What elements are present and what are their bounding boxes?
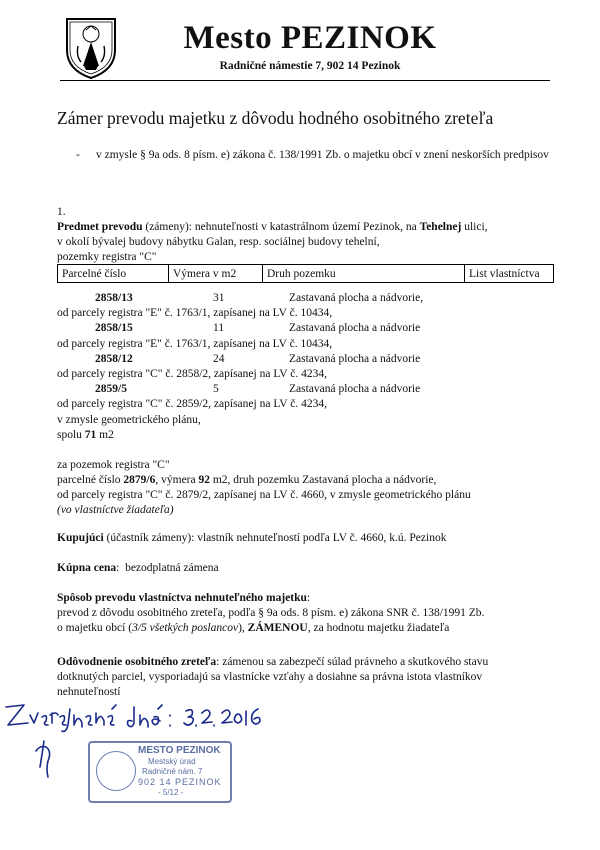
parcel-table-header <box>57 264 554 283</box>
exchange-line-1: za pozemok registra "C" <box>57 459 170 471</box>
page-title: Mesto PEZINOK <box>183 20 437 56</box>
legal-basis-text: v zmysle § 9a ods. 8 písm. e) zákona č. 138/1991 Zb. o majetku obcí v znení neskorších predpisov <box>96 149 549 161</box>
exchange-line-3: od parcely registra "C" č. 2879/2, zapísanej na LV č. 4660, v zmysle geometrického plánu <box>57 489 471 501</box>
stamp-line-1: MESTO PEZINOK <box>138 745 221 756</box>
parcel-origin: od parcely registra "E" č. 1763/1, zapísanej na LV č. 10434, <box>57 337 333 350</box>
stamp-line-3: Radničné nám. 7 <box>142 767 203 776</box>
bullet-dash: - <box>76 149 80 161</box>
street-name: Tehelnej <box>419 221 462 233</box>
parcel-type: Zastavaná plocha a nádvorie <box>289 352 421 365</box>
parcel-origin: od parcely registra "E" č. 1763/1, zapísanej na LV č. 10434, <box>57 307 333 320</box>
justification-line-3: nehnuteľností <box>57 686 121 698</box>
exchange-owner-note: (vo vlastníctve žiadateľa) <box>57 504 174 516</box>
header-divider <box>60 80 550 81</box>
vote-requirement: 3/5 všetkých poslancov <box>132 622 239 634</box>
parcel-area: 31 <box>213 292 225 304</box>
subject-label: Predmet prevodu <box>57 221 143 233</box>
subject-text-1: (zámeny): nehnuteľnosti v katastrálnom území Pezinok, na <box>142 221 420 233</box>
justification-paragraph: Odôvodnenie osobitného zreteľa: zámenou sa zabezpečí súlad právneho a skutkového stavu dotknutých parciel, vysporiadajú sa vlastnícke vzťahy a dosiahne sa právna istota vlastníkov nehnuteľností <box>57 656 489 698</box>
stamp-seal-icon <box>96 751 136 791</box>
subject-line-3: pozemky registra "C" <box>57 251 157 263</box>
parcel-number: 2858/13 <box>95 292 133 304</box>
parcel-number: 2858/15 <box>95 322 133 335</box>
total-area: spolu 71 m2 <box>57 428 114 441</box>
coat-of-arms-icon <box>64 16 118 80</box>
stamp-line-2: Mestský úrad <box>148 757 196 766</box>
buyer-text: (účastník zámeny): vlastník nehnuteľností podľa LV č. 4660, k.ú. Pezinok <box>103 532 447 544</box>
col-header-ownership-list: List vlastníctva <box>465 265 554 283</box>
parcel-area: 24 <box>213 352 225 365</box>
parcel-type: Zastavaná plocha a nádvorie <box>289 383 421 396</box>
justification-line-2: dotknutých parciel, vysporiadajú sa vlastnícke vzťahy a dosiahne sa právna istota vlastníkov <box>57 671 483 683</box>
geometric-plan-note: v zmysle geometrického plánu, <box>57 413 201 426</box>
col-header-parcel-number: Parcelné číslo <box>58 265 169 283</box>
subject-paragraph <box>57 220 488 265</box>
price-text: : bezodplatná zámena <box>116 562 219 574</box>
stamp-line-4: 902 14 PEZINOK <box>138 777 222 787</box>
col-header-area: Výmera v m2 <box>169 265 263 283</box>
city-address: Radničné námestie 7, 902 14 Pezinok <box>219 60 401 72</box>
col-header-land-type: Druh pozemku <box>263 265 465 283</box>
parcel-origin: od parcely registra "C" č. 2858/2, zapísanej na LV č. 4234, <box>57 367 327 380</box>
exchange-paragraph: za pozemok registra "C" parcelné číslo 2879/6, výmera 92 m2, druh pozemku Zastavaná plocha a nádvorie, od parcely registra "C" č. 2879/2, zapísanej na LV č. 4660, v zmysle geometrického plánu (vo vlastníctve žiadateľa) <box>57 459 471 516</box>
method-paragraph: Spôsob prevodu vlastníctva nehnuteľného majetku: prevod z dôvodu osobitného zreteľa, podľa § 9a ods. 8 písm. e) zákona SNR č. 138/1991 Zb. o majetku obcí (3/5 všetkých poslancov), ZÁMENOU, za hodnotu majetku žiadateľa <box>57 592 485 634</box>
stamp-line-5: - 5/12 - <box>158 788 184 797</box>
parcel-number: 2858/12 <box>95 352 133 365</box>
exchange-area: 92 <box>198 474 210 486</box>
method-label: Spôsob prevodu vlastníctva nehnuteľného majetku <box>57 592 307 604</box>
method-line-1: prevod z dôvodu osobitného zreteľa, podľa § 9a ods. 8 písm. e) zákona SNR č. 138/1991 Zb. <box>57 607 485 619</box>
method-exchange: ZÁMENOU <box>247 622 308 634</box>
parcel-origin: od parcely registra "C" č. 2859/2, zapísanej na LV č. 4234, <box>57 398 327 411</box>
section-number: 1. <box>57 206 66 218</box>
exchange-parcel-number: 2879/6 <box>123 474 156 486</box>
buyer-paragraph <box>57 531 446 546</box>
legal-basis-item <box>76 147 560 163</box>
price-label: Kúpna cena <box>57 562 117 574</box>
buyer-label: Kupujúci <box>57 532 104 544</box>
document-heading: Zámer prevodu majetku z dôvodu hodného osobitného zreteľa <box>57 108 494 128</box>
subject-line-2: v okolí bývalej budovy nábytku Galan, resp. sociálnej budovy tehelní, <box>57 236 380 248</box>
price-paragraph <box>57 561 219 576</box>
subject-text-2: ulici, <box>461 221 488 233</box>
official-stamp <box>88 741 232 803</box>
parcel-area: 5 <box>213 383 219 396</box>
justification-label: Odôvodnenie osobitného zreteľa <box>57 656 217 668</box>
parcel-area: 11 <box>213 322 225 335</box>
parcel-number: 2859/5 <box>95 383 127 396</box>
parcel-type: Zastavaná plocha a nádvorie <box>289 322 421 335</box>
parcel-type: Zastavaná plocha a nádvorie, <box>289 292 424 304</box>
